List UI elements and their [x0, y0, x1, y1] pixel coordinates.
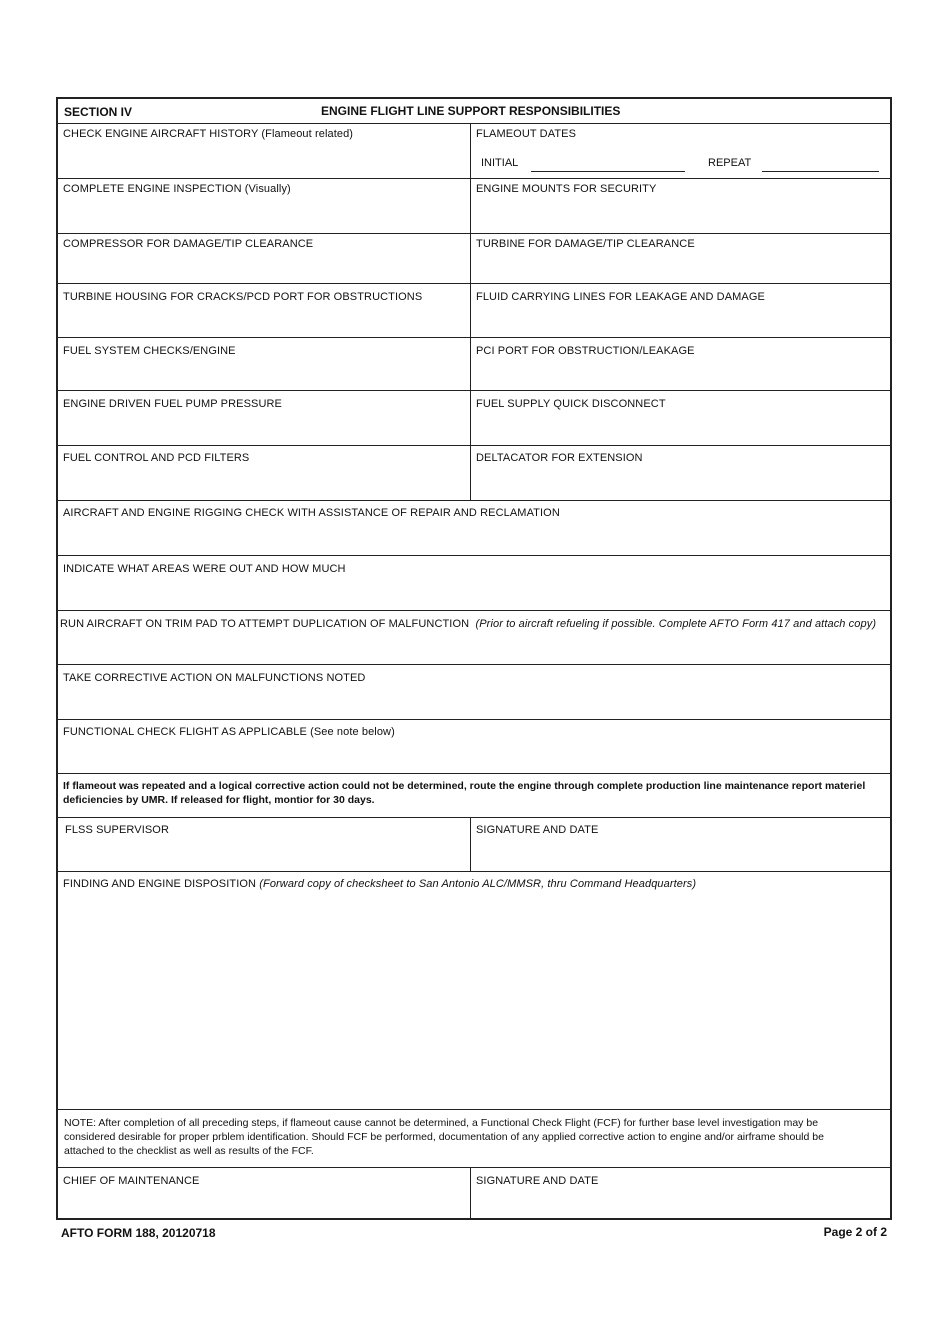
form-id: AFTO FORM 188, 20120718	[61, 1226, 216, 1240]
label-turbine: TURBINE FOR DAMAGE/TIP CLEARANCE	[476, 238, 695, 250]
field-corrective-action[interactable]	[58, 665, 890, 719]
row-fuel-pump	[58, 391, 890, 446]
row-engine-history	[58, 124, 890, 179]
fcf-note: NOTE: After completion of all preceding steps, if flameout cause cannot be determined, a Functional Check Flight (FCF) for further base level investigation may be considered desirable for proper prblem identification. Should FCF be performed, documentation of any applied corrective action to engine and/or airframe should be attached to the checklist as well as results of the FCF.	[64, 1117, 824, 1157]
label-finding-disposition: FINDING AND ENGINE DISPOSITION (Forward copy of checksheet to San Antonio ALC/MMSR, thru Command Headquarters)	[63, 878, 697, 890]
row-corrective-action	[58, 665, 890, 720]
field-areas-out[interactable]	[58, 556, 890, 610]
row-finding-disposition	[58, 872, 890, 1110]
label-deltacator: DELTACATOR FOR EXTENSION	[476, 452, 643, 464]
label-initial: INITIAL	[481, 157, 519, 169]
field-finding-disposition[interactable]	[58, 872, 890, 1109]
label-fuel-pump-pressure: ENGINE DRIVEN FUEL PUMP PRESSURE	[63, 398, 282, 410]
label-finding-disposition-note: (Forward copy of checksheet to San Antonio ALC/MMSR, thru Command Headquarters)	[259, 878, 697, 890]
label-flss-signature-date: SIGNATURE AND DATE	[476, 824, 599, 836]
label-fuel-control: FUEL CONTROL AND PCD FILTERS	[63, 452, 250, 464]
row-inspection	[58, 179, 890, 234]
row-turbine-housing	[58, 284, 890, 338]
field-turbine[interactable]	[471, 234, 890, 283]
section-number: SECTION IV	[64, 105, 133, 119]
field-flameout-dates	[471, 124, 890, 178]
label-engine-mounts: ENGINE MOUNTS FOR SECURITY	[476, 183, 657, 195]
field-flss-signature-date[interactable]	[471, 818, 890, 871]
field-check-flight[interactable]	[58, 720, 890, 773]
row-fuel-system	[58, 338, 890, 391]
label-repeat: REPEAT	[708, 157, 752, 169]
label-quick-disconnect: FUEL SUPPLY QUICK DISCONNECT	[476, 398, 666, 410]
label-check-flight: FUNCTIONAL CHECK FLIGHT AS APPLICABLE (See note below)	[63, 726, 395, 738]
row-tip-clearance	[58, 234, 890, 284]
input-initial-date[interactable]	[531, 171, 685, 172]
field-fuel-pump-pressure[interactable]	[58, 391, 471, 445]
label-trim-pad: RUN AIRCRAFT ON TRIM PAD TO ATTEMPT DUPLICATION OF MALFUNCTION (Prior to aircraft refueling if possible. Complete AFTO Form 417 and attach copy)	[60, 618, 877, 630]
label-fluid-lines: FLUID CARRYING LINES FOR LEAKAGE AND DAMAGE	[476, 291, 765, 303]
label-areas-out: INDICATE WHAT AREAS WERE OUT AND HOW MUCH	[63, 563, 346, 575]
field-engine-mounts[interactable]	[471, 179, 890, 233]
field-chief-signature-date[interactable]	[471, 1168, 890, 1218]
field-chief-of-maintenance[interactable]	[58, 1168, 471, 1218]
label-chief-signature-date: SIGNATURE AND DATE	[476, 1175, 599, 1187]
label-engine-history: CHECK ENGINE AIRCRAFT HISTORY (Flameout related)	[63, 128, 354, 140]
field-fuel-system[interactable]	[58, 338, 471, 390]
afto-form-188-section-iv	[56, 97, 892, 1220]
label-flss-supervisor: FLSS SUPERVISOR	[65, 824, 169, 836]
row-trim-pad	[58, 611, 890, 665]
field-engine-history[interactable]	[58, 124, 471, 178]
section-header-row	[58, 99, 890, 124]
row-rigging-check	[58, 501, 890, 556]
row-chief-of-maintenance	[58, 1168, 890, 1218]
field-pci-port[interactable]	[471, 338, 890, 390]
row-check-flight	[58, 720, 890, 774]
repeated-flameout-note: If flameout was repeated and a logical corrective action could not be determined, route the engine through complete production line maintenance report materiel deficiencies by UMR. If released for flight, montior for 30 days.	[63, 780, 866, 806]
label-turbine-housing: TURBINE HOUSING FOR CRACKS/PCD PORT FOR OBSTRUCTIONS	[63, 291, 423, 303]
label-corrective-action: TAKE CORRECTIVE ACTION ON MALFUNCTIONS NOTED	[63, 672, 366, 684]
label-rigging-check: AIRCRAFT AND ENGINE RIGGING CHECK WITH ASSISTANCE OF REPAIR AND RECLAMATION	[63, 507, 560, 519]
row-fuel-control	[58, 446, 890, 501]
row-areas-out	[58, 556, 890, 611]
field-compressor[interactable]	[58, 234, 471, 283]
label-fuel-system: FUEL SYSTEM CHECKS/ENGINE	[63, 345, 236, 357]
row-fcf-note	[58, 1110, 890, 1168]
field-quick-disconnect[interactable]	[471, 391, 890, 445]
page-number: Page 2 of 2	[823, 1225, 887, 1239]
label-engine-inspection: COMPLETE ENGINE INSPECTION (Visually)	[63, 183, 291, 195]
label-flameout-dates: FLAMEOUT DATES	[476, 128, 577, 140]
field-turbine-housing[interactable]	[58, 284, 471, 337]
row-repeated-flameout-note	[58, 774, 890, 818]
label-pci-port: PCI PORT FOR OBSTRUCTION/LEAKAGE	[476, 345, 695, 357]
label-chief-of-maintenance: CHIEF OF MAINTENANCE	[63, 1175, 200, 1187]
field-deltacator[interactable]	[471, 446, 890, 500]
input-repeat-date[interactable]	[762, 171, 879, 172]
section-title: ENGINE FLIGHT LINE SUPPORT RESPONSIBILITIES	[321, 104, 621, 118]
label-trim-pad-note: (Prior to aircraft refueling if possible. Complete AFTO Form 417 and attach copy)	[475, 618, 877, 630]
field-fluid-lines[interactable]	[471, 284, 890, 337]
row-flss-supervisor	[58, 818, 890, 872]
field-flss-supervisor[interactable]	[58, 818, 471, 871]
field-trim-pad[interactable]	[58, 611, 890, 664]
field-rigging-check[interactable]	[58, 501, 890, 555]
field-fuel-control[interactable]	[58, 446, 471, 500]
field-engine-inspection[interactable]	[58, 179, 471, 233]
label-compressor: COMPRESSOR FOR DAMAGE/TIP CLEARANCE	[63, 238, 314, 250]
